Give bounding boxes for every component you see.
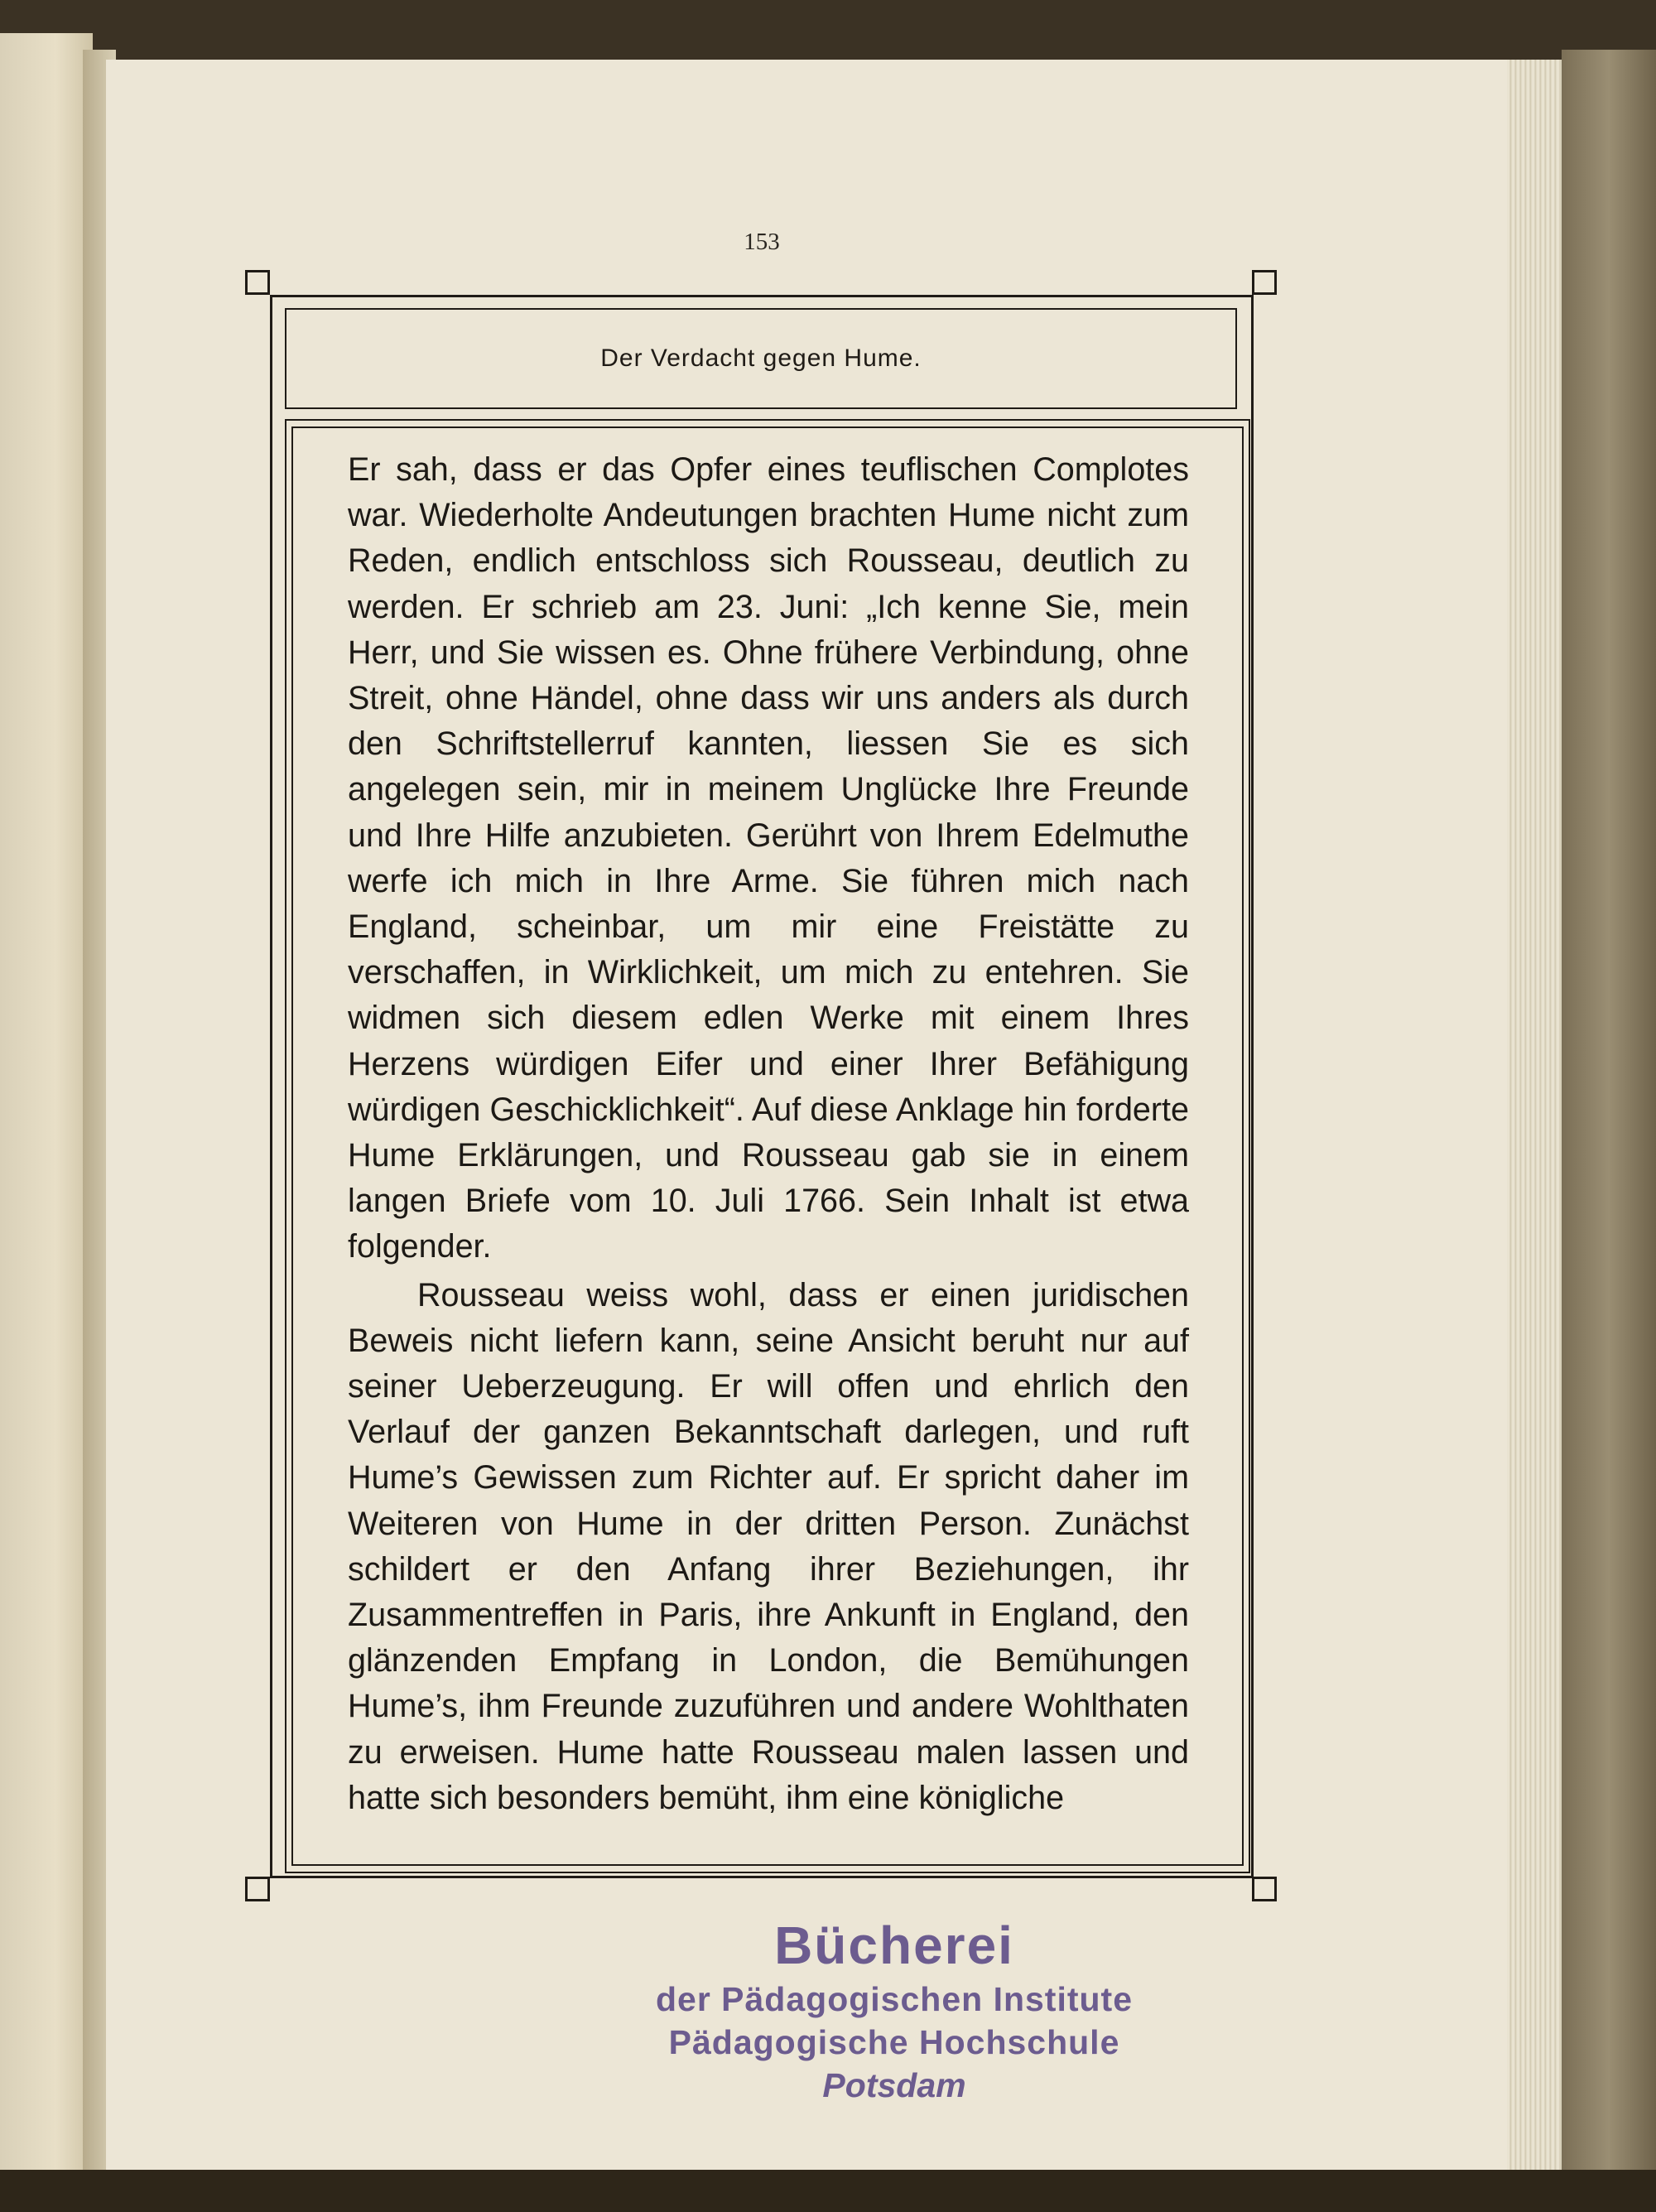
paragraph: Er sah, dass er das Opfer eines teuflischen Complotes war. Wiederholte Andeutungen brachten Hume nicht zum Reden, endlich entschloss sich Rousseau, deutlich zu werden. Er schrieb am 23. Juni: „Ich kenne Sie, mein Herr, und Sie wissen es. Ohne frühere Verbindung, ohne Streit, ohne Händel, ohne dass wir uns anders als durch den Schriftstellerruf kannten, liessen Sie es sich angelegen sein, mir in meinem Unglücke Ihre Freunde und Ihre Hilfe anzubieten. Gerührt von Ihrem Edelmuthe werfe ich mich in Ihre Arme. Sie führen mich nach England, scheinbar, um mir eine Freistätte zu verschaffen, in Wirklichkeit, um mich zu entehren. Sie widmen sich diesem edlen Werke mit einem Ihres Herzens würdigen Eifer und einer Ihrer Befähigung würdigen Geschicklichkeit“. Auf diese Anklage hin forderte Hume Erklärungen, und Rousseau gab sie in einem langen Briefe vom 10. Juli 1766. Sein Inhalt ist etwa folgender.: [348, 451, 1189, 1265]
page-number: 153: [744, 229, 780, 255]
page-edges: [1507, 60, 1563, 2178]
frame-corner-top-right: [1252, 270, 1277, 295]
book-cover-edge: [1562, 50, 1656, 2178]
left-page-edge: [0, 33, 93, 2178]
body-text: [348, 447, 1189, 1821]
running-head-box: [285, 308, 1237, 409]
stamp-line: Pädagogische Hochschule: [668, 2023, 1120, 2061]
paragraph: Rousseau weiss wohl, dass er einen juridischen Beweis nicht liefern kann, seine Ansicht beruht nur auf seiner Ueberzeugung. Er will offen und ehrlich den Verlauf der ganzen Bekanntschaft darlegen, und ruft Hume’s Gewissen zum Richter auf. Er spricht daher im Weiteren von Hume in der dritten Person. Zunächst schildert er den Anfang ihrer Beziehungen, ihr Zusammentreffen in Paris, ihre Ankunft in England, den glänzenden Empfang in London, die Bemühungen Hume’s, ihm Freunde zuzuführen und andere Wohlthaten zu erweisen. Hume hatte Rousseau malen lassen und hatte sich besonders bemüht, ihm eine königliche: [348, 1276, 1189, 1816]
background: [0, 2170, 1656, 2212]
frame-corner-top-left: [245, 270, 270, 295]
stamp-line: der Pädagogischen Institute: [655, 1980, 1134, 2018]
frame-corner-bottom-left: [245, 1877, 270, 1901]
running-head: Der Verdacht gegen Hume.: [600, 345, 922, 372]
library-stamp: [580, 1913, 1209, 2107]
frame-corner-bottom-right: [1252, 1877, 1277, 1901]
stamp-line: Bücherei: [774, 1916, 1014, 1975]
stamp-line: Potsdam: [822, 2066, 966, 2104]
